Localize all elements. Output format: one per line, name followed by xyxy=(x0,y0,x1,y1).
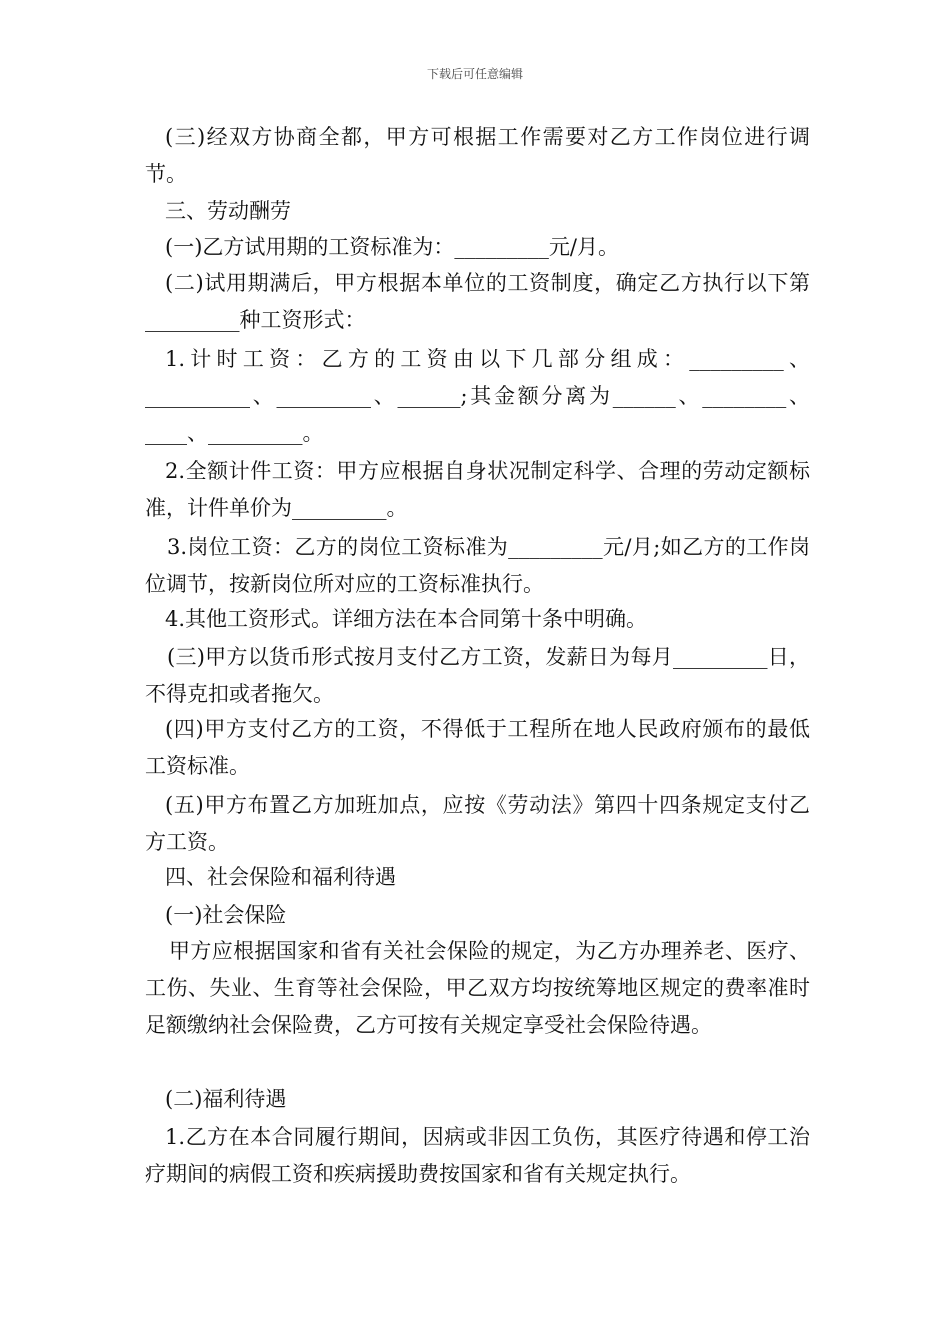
subsection-heading: (一)社会保险 xyxy=(165,903,287,927)
paragraph: 4.其他工资形式。详细方法在本合同第十条中明确。 xyxy=(165,607,648,631)
subsection-heading: (二)福利待遇 xyxy=(165,1087,287,1111)
page-header: 下载后可任意编辑 xyxy=(426,67,523,81)
section-heading: 四、社会保险和福利待遇 xyxy=(165,865,396,889)
paragraph: 2.全额计件工资：甲方应根据自身状况制定科学、合理的劳动定额标准，计件单价为_________。 xyxy=(145,459,810,520)
paragraph: (三)经双方协商全都，甲方可根据工作需要对乙方工作岗位进行调节。 xyxy=(145,125,810,186)
paragraph: 1.乙方在本合同履行期间，因病或非因工负伤，其医疗待遇和停工治疗期间的病假工资和疾病援助费按国家和省有关规定执行。 xyxy=(145,1125,810,1186)
paragraph: 1.计时工资：乙方的工资由以下几部分组成：_________、__________、_________、______;其金额分离为______、________、____、_________。 xyxy=(145,347,810,445)
paragraph: 3.岗位工资：乙方的岗位工资标准为_________元/月;如乙方的工作岗位调节，按新岗位所对应的工资标准执行。 xyxy=(145,535,810,596)
paragraph: (三)甲方以货币形式按月支付乙方工资，发薪日为每月_________日，不得克扣或者拖欠。 xyxy=(145,645,810,706)
paragraph: (二)试用期满后，甲方根据本单位的工资制度，确定乙方执行以下第_________种工资形式： xyxy=(145,271,810,332)
section-heading: 三、劳动酬劳 xyxy=(165,199,291,223)
paragraph: (一)乙方试用期的工资标准为：_________元/月。 xyxy=(165,235,619,259)
paragraph: 甲方应根据国家和省有关社会保险的规定，为乙方办理养老、医疗、工伤、失业、生育等社会保险，甲乙双方均按统筹地区规定的费率准时足额缴纳社会保险费，乙方可按有关规定享受社会保险待遇。 xyxy=(145,939,810,1037)
paragraph: (五)甲方布置乙方加班加点，应按《劳动法》第四十四条规定支付乙方工资。 xyxy=(145,793,810,854)
paragraph: (四)甲方支付乙方的工资，不得低于工程所在地人民政府颁布的最低工资标准。 xyxy=(145,717,810,778)
